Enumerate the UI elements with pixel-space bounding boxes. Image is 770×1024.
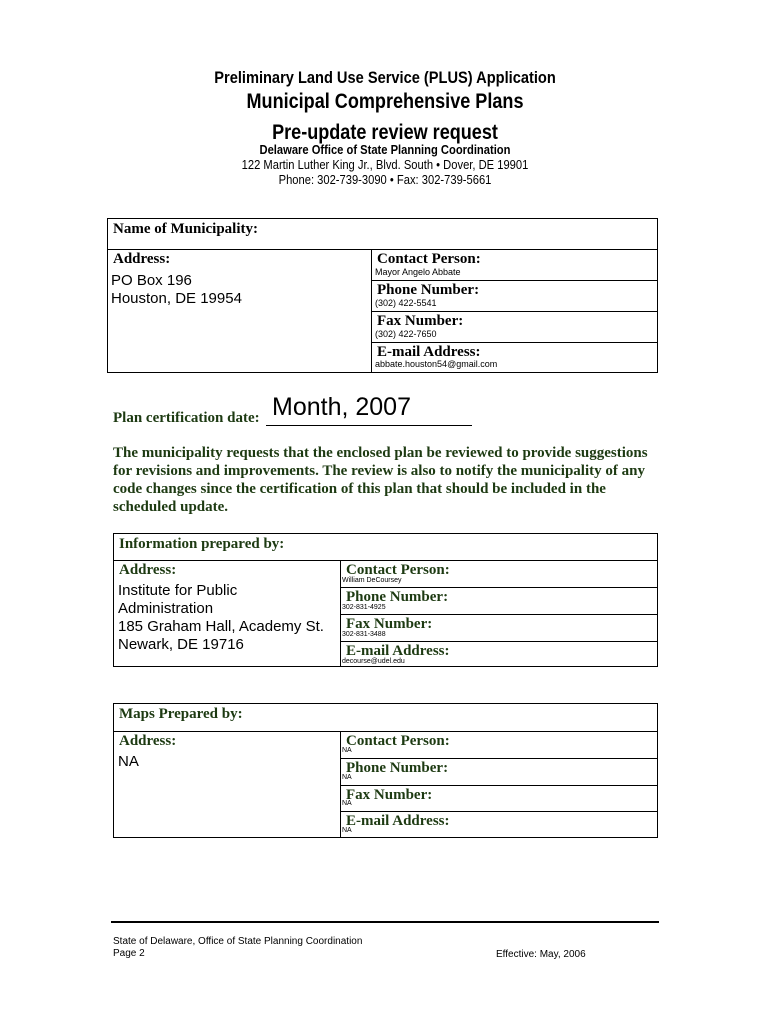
divider	[340, 587, 658, 588]
municipality-address-line2[interactable]: Houston, DE 19954	[111, 290, 242, 307]
divider	[113, 731, 658, 732]
municipality-phone-value[interactable]: (302) 422-5541	[375, 298, 437, 308]
footer-rule	[111, 921, 659, 923]
municipality-contact-label: Contact Person:	[377, 251, 481, 267]
office-phone-fax: Phone: 302-739-3090 • Fax: 302-739-5661	[278, 172, 492, 187]
request-paragraph-line1: The municipality requests that the enclosed plan be reviewed to provide suggestions	[113, 445, 648, 461]
municipality-email-label: E-mail Address:	[377, 344, 481, 360]
info-prepared-title: Information prepared by:	[119, 536, 285, 552]
municipality-email-value[interactable]: abbate.houston54@gmail.com	[375, 359, 498, 369]
info-address-label: Address:	[119, 562, 177, 578]
maps-contact-value[interactable]: NA	[342, 747, 352, 754]
maps-prepared-title: Maps Prepared by:	[119, 706, 243, 722]
info-email-label: E-mail Address:	[346, 643, 450, 659]
maps-address-label: Address:	[119, 733, 177, 749]
municipality-fax-value[interactable]: (302) 422-7650	[375, 329, 437, 339]
office-name-row	[0, 142, 770, 157]
footer-page-number: Page 2	[113, 948, 145, 959]
header-request-type: Pre-update review request	[272, 121, 498, 144]
divider	[371, 280, 658, 281]
municipality-phone-label: Phone Number:	[377, 282, 480, 298]
form-header-line2	[0, 90, 770, 114]
maps-email-label: E-mail Address:	[346, 813, 450, 829]
info-address-line2[interactable]: Administration	[118, 600, 214, 617]
maps-phone-value[interactable]: NA	[342, 774, 352, 781]
divider	[340, 641, 658, 642]
municipality-fax-label: Fax Number:	[377, 313, 464, 329]
maps-phone-label: Phone Number:	[346, 760, 449, 776]
info-phone-value[interactable]: 302-831-4925	[342, 604, 386, 611]
office-address: 122 Martin Luther King Jr., Blvd. South • Dover, DE 19901	[241, 157, 529, 172]
divider	[371, 311, 658, 312]
certification-date-value[interactable]: Month, 2007	[272, 393, 411, 421]
certification-date-label: Plan certification date:	[113, 410, 260, 426]
divider	[340, 758, 658, 759]
info-email-value[interactable]: decourse@udel.edu	[342, 658, 405, 665]
municipality-address-label: Address:	[113, 251, 171, 267]
maps-address-value[interactable]: NA	[118, 753, 139, 770]
divider	[340, 811, 658, 812]
divider	[340, 614, 658, 615]
info-fax-value[interactable]: 302-831-3488	[342, 631, 386, 638]
request-paragraph-line3: code changes since the certification of this plan that should be included in the	[113, 481, 606, 497]
footer-org: State of Delaware, Office of State Planning Coordination	[113, 936, 363, 947]
office-address-row	[0, 157, 770, 172]
info-address-line4[interactable]: Newark, DE 19716	[118, 636, 244, 653]
form-header-line1	[0, 68, 770, 88]
divider	[113, 560, 658, 561]
maps-email-value[interactable]: NA	[342, 827, 352, 834]
info-phone-label: Phone Number:	[346, 589, 449, 605]
divider	[371, 342, 658, 343]
office-phone-row	[0, 172, 770, 187]
divider	[340, 785, 658, 786]
info-fax-label: Fax Number:	[346, 616, 433, 632]
info-contact-label: Contact Person:	[346, 562, 450, 578]
maps-contact-label: Contact Person:	[346, 733, 450, 749]
request-paragraph-line4: scheduled update.	[113, 499, 229, 515]
request-paragraph-line2: for revisions and improvements. The review is also to notify the municipality of any	[113, 463, 645, 479]
municipality-address-line1[interactable]: PO Box 196	[111, 272, 192, 289]
info-contact-value[interactable]: William DeCoursey	[342, 577, 402, 584]
header-subtitle: Municipal Comprehensive Plans	[246, 90, 524, 113]
info-address-line3[interactable]: 185 Graham Hall, Academy St.	[118, 618, 324, 635]
maps-fax-label: Fax Number:	[346, 787, 433, 803]
maps-fax-value[interactable]: NA	[342, 800, 352, 807]
municipality-name-label: Name of Municipality:	[113, 221, 258, 237]
divider	[107, 249, 658, 250]
office-name: Delaware Office of State Planning Coordination	[259, 142, 511, 157]
header-title: Preliminary Land Use Service (PLUS) Application	[214, 68, 556, 87]
municipality-contact-value[interactable]: Mayor Angelo Abbate	[375, 267, 461, 277]
info-address-line1[interactable]: Institute for Public	[118, 582, 238, 599]
footer-effective-date: Effective: May, 2006	[496, 949, 586, 960]
certification-date-underline	[266, 425, 472, 426]
